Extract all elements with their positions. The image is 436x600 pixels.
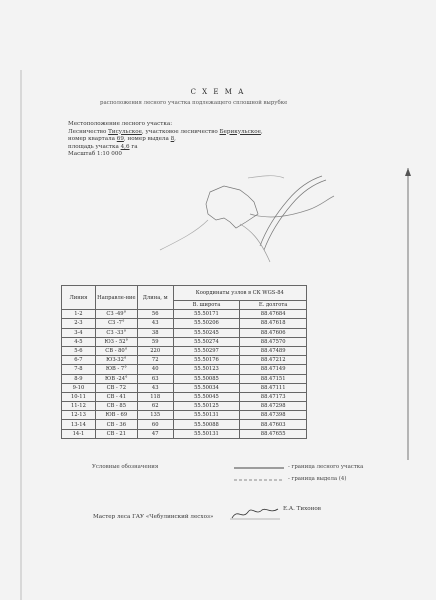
row-line: 3-4 — [62, 328, 96, 337]
table-row — [62, 346, 307, 355]
north-arrow — [402, 168, 414, 468]
area-value: 4,6 — [120, 143, 130, 150]
location-info — [68, 121, 263, 159]
table-row — [62, 402, 307, 411]
row-length: 63 — [137, 374, 173, 383]
section-boundary — [250, 196, 334, 217]
table-row — [62, 356, 307, 365]
row-longitude: 88.47398 — [240, 411, 307, 420]
header-coords: Координаты узлов в СК WGS-84 — [173, 286, 306, 301]
row-length: 43 — [137, 319, 173, 328]
section-value: 8 — [170, 136, 175, 143]
table-row — [62, 383, 307, 392]
row-longitude: 88.47684 — [240, 310, 307, 319]
row-line: 8-9 — [62, 374, 96, 383]
row-length: 47 — [137, 429, 173, 438]
row-line: 1-2 — [62, 310, 96, 319]
row-length: 60 — [137, 420, 173, 429]
forestry-label: Лесничество — [68, 128, 107, 135]
row-length: 220 — [137, 346, 173, 355]
row-direction: СВ - 21 — [95, 429, 137, 438]
row-latitude: 55.50131 — [173, 429, 240, 438]
quarter-value: 69 — [116, 136, 124, 143]
row-line: 10-11 — [62, 392, 96, 401]
table-row — [62, 411, 307, 420]
row-length: 135 — [137, 411, 173, 420]
row-direction: ЮВ - 7° — [95, 365, 137, 374]
row-direction: ЮВ -24° — [95, 374, 137, 383]
row-line: 5-6 — [62, 346, 96, 355]
row-direction: ЮЗ - 52° — [95, 337, 137, 346]
row-latitude: 55.50123 — [173, 365, 240, 374]
forestry-line: Лесничество Тисульское, участковое лесничество Берикульское, — [68, 128, 263, 135]
signature-position: Мастер леса ГАУ «Чебулинский лесхоз» — [93, 514, 214, 520]
row-direction: СВ - 85 — [95, 402, 137, 411]
row-line: 11-12 — [62, 402, 96, 411]
row-latitude: 55.50206 — [173, 319, 240, 328]
row-latitude: 55.50297 — [173, 346, 240, 355]
signatory-name: Е.А. Тихонов — [283, 506, 321, 512]
header-length: Длина, м — [137, 286, 173, 310]
row-direction: СЗ -33° — [95, 328, 137, 337]
legend-plot-boundary: - граница лесного участка — [288, 464, 364, 470]
row-direction: СВ - 80° — [95, 346, 137, 355]
row-longitude: 88.47173 — [240, 392, 307, 401]
header-lon: Е. долгота — [240, 301, 307, 310]
row-latitude: 55.50171 — [173, 310, 240, 319]
header-direction: Направле-ние — [95, 286, 137, 310]
row-latitude: 55.50274 — [173, 337, 240, 346]
legend-section-boundary: - граница выдела (4) — [288, 476, 347, 482]
table-row — [62, 374, 307, 383]
document-subtitle: расположения лесного участка подлежащего сплошной вырубке — [100, 100, 288, 106]
row-length: 38 — [137, 328, 173, 337]
row-line: 9-10 — [62, 383, 96, 392]
row-longitude: 88.47570 — [240, 337, 307, 346]
row-longitude: 88.47655 — [240, 429, 307, 438]
coordinates-table-body — [62, 310, 307, 439]
location-heading: Местоположение лесного участка: — [68, 121, 173, 127]
row-longitude: 88.47606 — [240, 328, 307, 337]
row-longitude: 88.47298 — [240, 402, 307, 411]
row-longitude: 88.47151 — [240, 374, 307, 383]
row-latitude: 55.50085 — [173, 374, 240, 383]
table-row — [62, 337, 307, 346]
row-latitude: 55.50034 — [173, 383, 240, 392]
row-latitude: 55.50125 — [173, 402, 240, 411]
row-longitude: 88.47618 — [240, 319, 307, 328]
document-title: С Х Е М А — [190, 88, 246, 96]
table-row — [62, 328, 307, 337]
map-scale: Масштаб 1:10 000 — [68, 151, 122, 158]
row-direction: СВ - 41 — [95, 392, 137, 401]
row-direction: СЗ -7° — [95, 319, 137, 328]
road-right — [264, 180, 326, 250]
table-row — [62, 319, 307, 328]
row-longitude: 88.47212 — [240, 356, 307, 365]
row-latitude: 55.50176 — [173, 356, 240, 365]
row-line: 12-13 — [62, 411, 96, 420]
row-direction: ЮЗ-32° — [95, 356, 137, 365]
row-line: 13-14 — [62, 420, 96, 429]
handwritten-signature — [230, 504, 282, 522]
upper-line — [248, 176, 284, 178]
row-length: 40 — [137, 365, 173, 374]
row-line: 2-3 — [62, 319, 96, 328]
road-left — [260, 176, 322, 246]
row-longitude: 88.47489 — [240, 346, 307, 355]
lower-boundary — [240, 224, 270, 262]
row-length: 59 — [137, 337, 173, 346]
row-longitude: 88.47149 — [240, 365, 307, 374]
forest-plot-outline — [206, 186, 258, 228]
row-longitude: 88.47603 — [240, 420, 307, 429]
row-line: 6-7 — [62, 356, 96, 365]
coordinates-table — [61, 285, 307, 439]
row-length: 62 — [137, 402, 173, 411]
row-latitude: 55.50045 — [173, 392, 240, 401]
area-unit: га — [131, 143, 138, 150]
quarter-line: номер квартала 69, номер выдела 8, — [68, 136, 176, 143]
row-latitude: 55.50131 — [173, 411, 240, 420]
row-direction: ЮВ - 69 — [95, 411, 137, 420]
row-line: 14-1 — [62, 429, 96, 438]
legend-heading: Условные обозначения — [92, 464, 159, 470]
header-line: Линия — [62, 286, 96, 310]
legend-symbols — [232, 466, 288, 492]
row-length: 118 — [137, 392, 173, 401]
table-row — [62, 429, 307, 438]
row-length: 72 — [137, 356, 173, 365]
row-direction: СВ - 36 — [95, 420, 137, 429]
quarter-label: номер квартала — [68, 136, 115, 143]
row-line: 4-5 — [62, 337, 96, 346]
creek-line — [160, 220, 208, 250]
table-row — [62, 420, 307, 429]
forestry-value: Тисульское — [108, 128, 142, 135]
row-line: 7-8 — [62, 365, 96, 374]
row-length: 56 — [137, 310, 173, 319]
table-row — [62, 392, 307, 401]
row-latitude: 55.50088 — [173, 420, 240, 429]
table-row — [62, 365, 307, 374]
row-direction: СЗ -49° — [95, 310, 137, 319]
row-length: 43 — [137, 383, 173, 392]
site-sketch-map — [150, 170, 390, 280]
district-label: , участковое лесничество — [141, 128, 218, 135]
table-row — [62, 310, 307, 319]
district-value: Берикульское — [219, 128, 261, 135]
area-label: площадь участка — [68, 143, 119, 150]
section-label: , номер выдела — [123, 136, 169, 143]
row-longitude: 88.47111 — [240, 383, 307, 392]
row-latitude: 55.50245 — [173, 328, 240, 337]
row-direction: СВ - 72 — [95, 383, 137, 392]
header-lat: В. широта — [173, 301, 240, 310]
